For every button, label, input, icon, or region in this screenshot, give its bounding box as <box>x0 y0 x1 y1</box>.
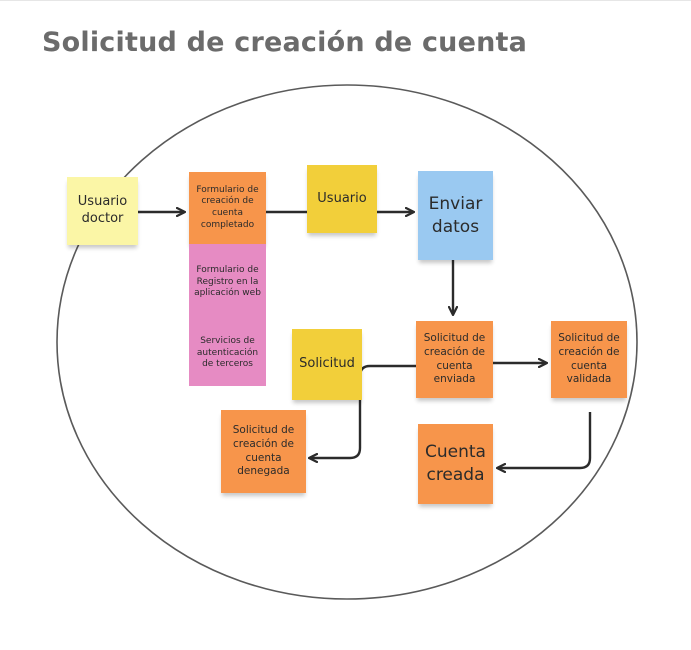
page-title: Solicitud de creación de cuenta <box>42 27 528 58</box>
connector-validada-to-creada[interactable] <box>498 412 590 468</box>
note-label: Usuario doctor <box>77 194 128 226</box>
note-label: Solicitud <box>299 356 355 372</box>
note-solicitud-enviada[interactable] <box>416 321 493 398</box>
note-label: Usuario <box>317 190 367 206</box>
note-solicitud-validada[interactable] <box>551 321 627 398</box>
note-enviar-datos[interactable] <box>418 171 493 260</box>
note-label: Formulario de Registro en la aplicación web <box>194 264 261 299</box>
note-label: Solicitud de creación de cuenta denegada <box>232 424 295 478</box>
note-label: Enviar datos <box>428 193 483 237</box>
note-solicitud[interactable] <box>292 329 362 400</box>
note-label: Cuenta creada <box>425 442 486 485</box>
note-formulario-registro[interactable] <box>189 244 266 321</box>
note-cuenta-creada[interactable] <box>418 424 493 504</box>
note-solicitud-denegada[interactable] <box>221 410 306 493</box>
note-label: Formulario de creación de cuenta completado <box>196 184 259 230</box>
note-usuario-doctor[interactable] <box>67 177 138 245</box>
note-servicios-autenticacion[interactable] <box>189 321 266 386</box>
note-formulario-completado[interactable] <box>189 172 266 244</box>
note-label: Solicitud de creación de cuenta validada <box>558 332 620 386</box>
note-label: Servicios de autenticación de terceros <box>196 335 259 370</box>
note-label: Solicitud de creación de cuenta enviada <box>423 332 486 386</box>
note-usuario[interactable] <box>307 165 377 233</box>
